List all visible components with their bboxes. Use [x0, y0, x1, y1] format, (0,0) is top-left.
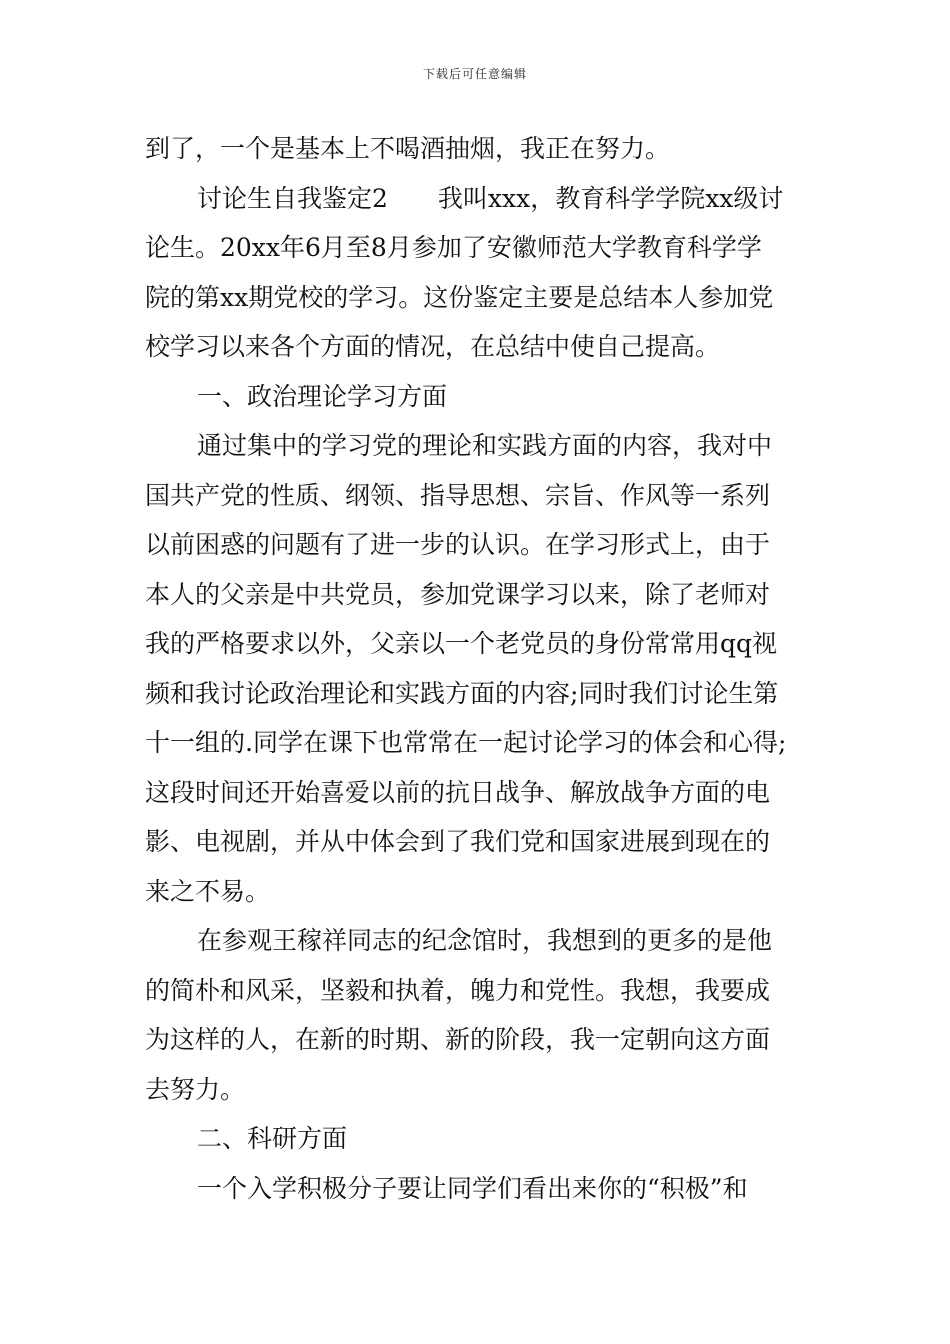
text-line: 我的严格要求以外，父亲以一个老党员的身份常常用qq视: [145, 629, 778, 658]
text-line: 来之不易。: [145, 876, 271, 906]
text-line: 校学习以来各个方面的情况，在总结中使自己提高。: [145, 332, 721, 361]
text-line: 院的第xx期党校的学习。这份鉴定主要是总结本人参加党: [145, 282, 774, 312]
text-line: 一个入学积极分子要让同学们看出来你的“积极”和: [197, 1173, 748, 1203]
text-line: 以前困惑的问题有了进一步的认识。在学习形式上，由于: [145, 530, 771, 559]
page-header-note: 下载后可任意编辑: [422, 67, 527, 81]
text-line: 一、政治理论学习方面: [197, 381, 448, 411]
text-line: 去努力。: [145, 1074, 246, 1104]
text-line: 讨论生自我鉴定2 我叫xxx，教育科学学院xx级讨: [197, 183, 784, 213]
text-line: 十一组的.同学在课下也常常在一起讨论学习的体会和心得;: [145, 728, 787, 757]
text-line: 通过集中的学习党的理论和实践方面的内容，我对中: [197, 431, 773, 460]
text-line: 的简朴和风采，坚毅和执着，魄力和党性。我想，我要成: [145, 975, 771, 1005]
text-line: 这段时间还开始喜爱以前的抗日战争、解放战争方面的电: [145, 777, 771, 807]
text-line: 影、电视剧，并从中体会到了我们党和国家进展到现在的: [145, 827, 771, 856]
text-line: 为这样的人，在新的时期、新的阶段，我一定朝向这方面: [145, 1025, 771, 1054]
text-line: 论生。20xx年6月至8月参加了安徽师范大学教育科学学: [145, 233, 762, 262]
text-line: 在参观王稼祥同志的纪念馆时，我想到的更多的是他: [197, 926, 773, 955]
text-line: 国共产党的性质、纲领、指导思想、宗旨、作风等一系列: [145, 480, 771, 510]
text-line: 二、科研方面: [197, 1124, 348, 1153]
document-body: [145, 124, 810, 1213]
text-line: 频和我讨论政治理论和实践方面的内容;同时我们讨论生第: [145, 678, 779, 708]
text-line: 本人的父亲是中共党员，参加党课学习以来，除了老师对: [145, 579, 771, 609]
text-line: 到了，一个是基本上不喝酒抽烟，我正在努力。: [145, 134, 671, 163]
